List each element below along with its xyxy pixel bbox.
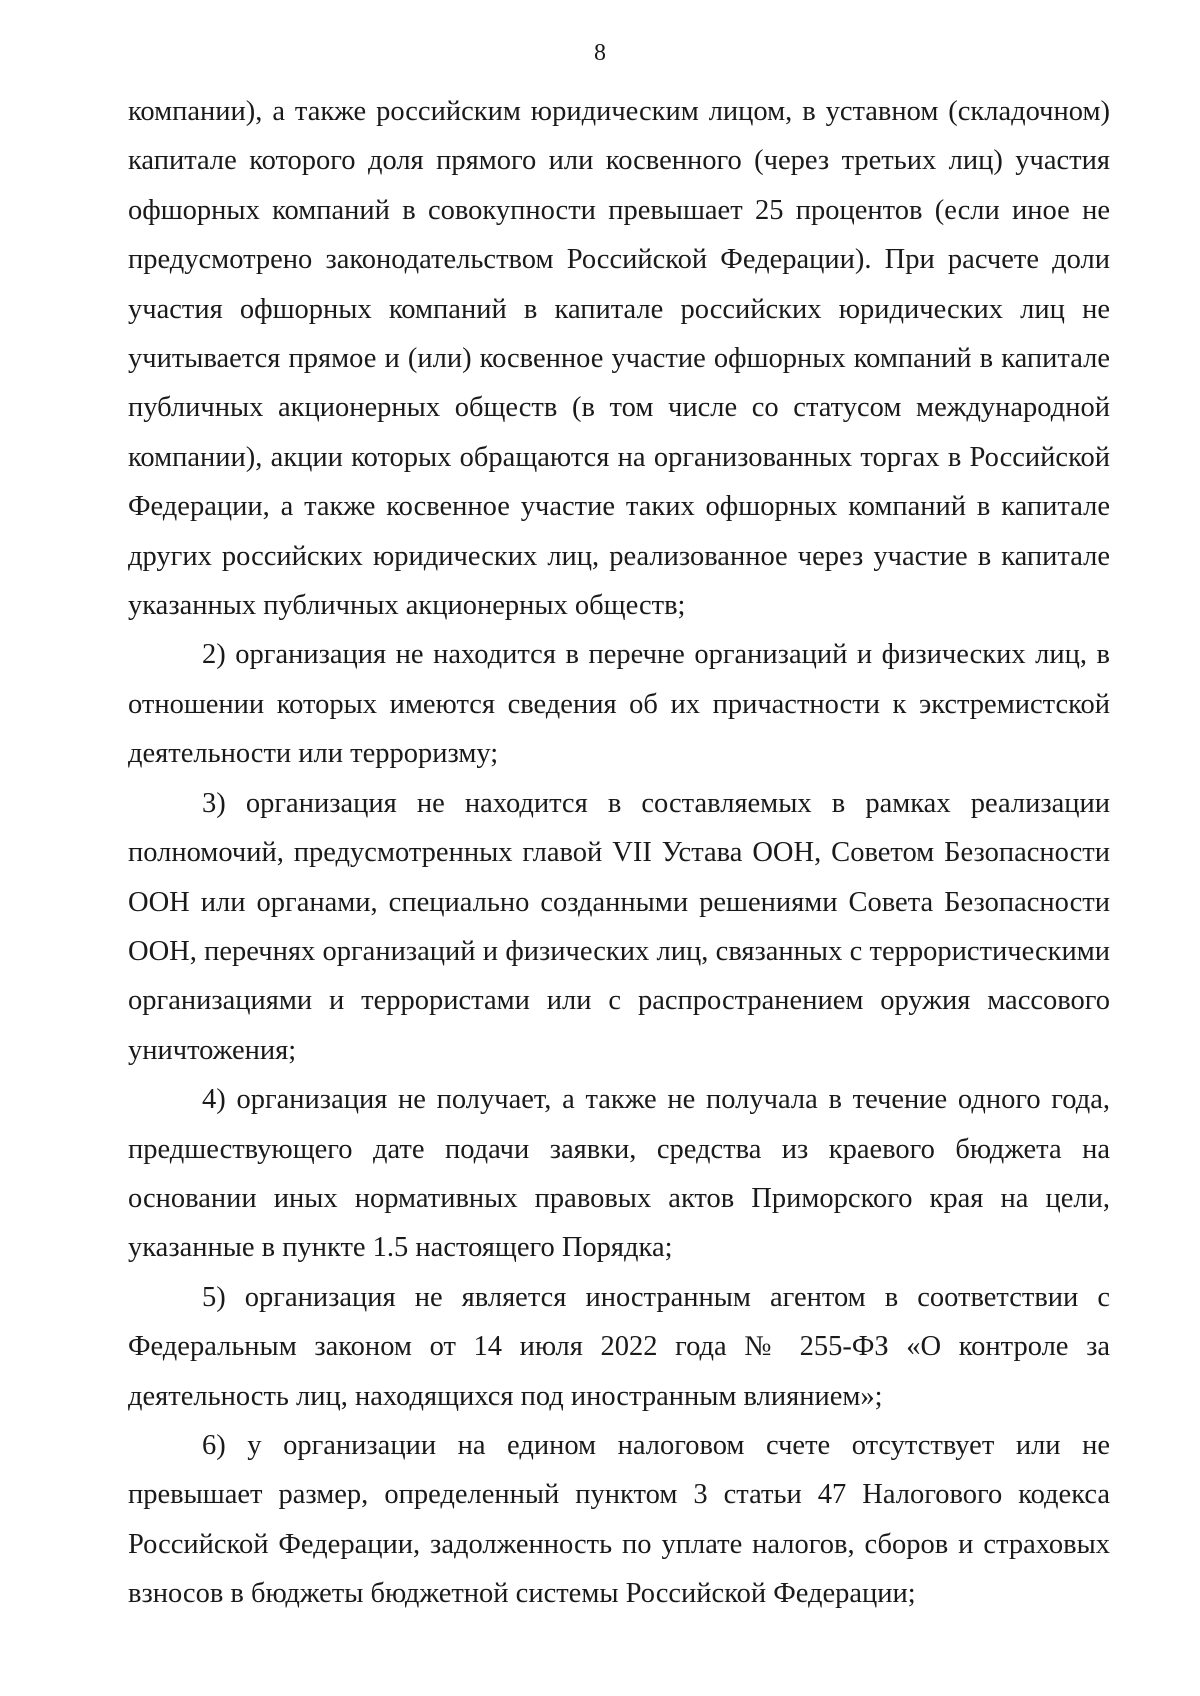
paragraph-item-6: 6) у организации на едином налоговом счете отсутствует или не превышает размер, определенный пунктом 3 статьи 47 Налогового кодекса Российской Федерации, задолженность по уплате налогов, сборов и страховых взносов в бюджеты бюджетной системы Российской Федерации; <box>128 1429 1110 1610</box>
paragraph-item-4: 4) организация не получает, а также не получала в течение одного года, предшествующего дате подачи заявки, средства из краевого бюджета на основании иных нормативных правовых актов Приморского края на цели, указанные в пункте 1.5 настоящего Порядка; <box>128 1084 1110 1264</box>
paragraph-continuation: компании), а также российским юридическим лицом, в уставном (складочном) капитале которого доля прямого или косвенного (через третьих лиц) участия офшорных компаний в совокупности превышает 25 процентов (если иное не предусмотрено законодательством Российской Федерации). При расчете доли участия офшорных компаний в капитале российских юридических лиц не учитывается прямое и (или) косвенное участие офшорных компаний в капитале публичных акционерных обществ (в том числе со статусом международной компании), акции которых обращаются на организованных торгах в Российской Федерации, а также косвенное участие таких офшорных компаний в капитале других российских юридических лиц, реализованное через участие в капитале указанных публичных акционерных обществ; <box>128 96 1110 622</box>
paragraph-item-3: 3) организация не находится в составляемых в рамках реализации полномочий, предусмотренных главой VII Устава ООН, Советом Безопасности ООН или органами, специально созданными решениями Совета Безопасности ООН, перечнях организаций и физических лиц, связанных с террористическими организациями и террористами или с распространением оружия массового уничтожения; <box>128 787 1110 1066</box>
page-number: 8 <box>594 40 606 66</box>
paragraph-item-2: 2) организация не находится в перечне организаций и физических лиц, в отношении которых имеются сведения об их причастности к экстремистской деятельности или терроризму; <box>128 639 1110 770</box>
paragraph-item-5: 5) организация не является иностранным агентом в соответствии с Федеральным законом от 14 июля 2022 года № 255-ФЗ «О контроле за деятельность лиц, находящихся под иностранным влиянием»; <box>128 1281 1110 1412</box>
document-body <box>128 87 1110 1619</box>
